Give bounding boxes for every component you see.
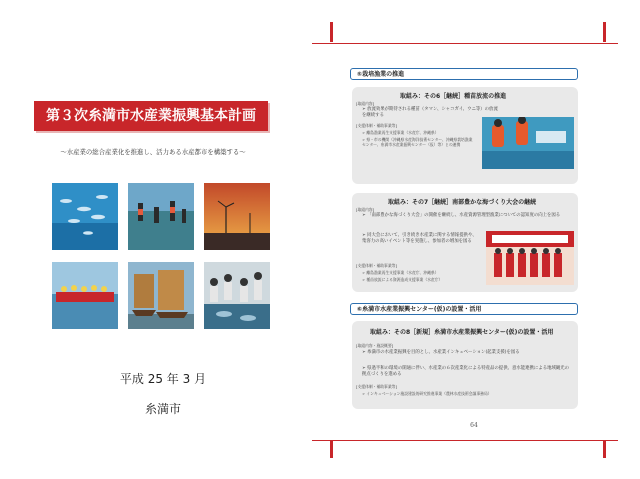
- page-number: 64: [470, 422, 478, 429]
- content-item: ➢ 県過半和の環境の開通に伴い、水産業の６次産業化による特産品の提供、意水能連携による地域観光の拠点づくりを進める: [362, 366, 572, 378]
- section-heading-6: ⑥糸満市水産業振興センター(仮)の設置・活用: [350, 303, 578, 315]
- section-heading-5: ⑤栽培漁業の推進: [350, 68, 578, 80]
- photo-seed-release: [482, 117, 574, 169]
- support-item: ➢ 県・市の機関（沖縄県水産海洋技術センター、沖縄県栽培漁業センター、糸満市水産業振興センター（仮）等）との連携: [362, 137, 474, 148]
- photo-dragon-boat: [52, 262, 118, 329]
- footer-bar-left: [330, 440, 333, 458]
- support-item: ➢ 離島漁業再生支援事業（水産庁、沖縄県）: [362, 270, 486, 275]
- content-label: [取組内容・施設概要]: [356, 343, 394, 348]
- support-label: [支援体制・補助事業等]: [356, 263, 397, 268]
- support-label: [支援体制・補助事業等]: [356, 384, 397, 389]
- support-item: ➢ 種苗放流による資源造成支援事業（水産庁）: [362, 277, 486, 282]
- photo-children-shore: [128, 183, 194, 250]
- panel-initiative-7: [352, 193, 578, 292]
- header-bar-right: [603, 22, 606, 42]
- content-item: ➢ 同大会において、引き続き水産業に関する情報提供や、集客力の高いイベント等を実施し、参加者の増加を図る: [362, 233, 480, 245]
- support-label: [支援体制・補助事業等]: [356, 123, 397, 128]
- header-rule: [312, 43, 618, 44]
- footer-rule: [312, 440, 618, 441]
- photo-sunset-windmill: [204, 183, 270, 250]
- panel-title: 取組み：その7［継続］南部豊かな海づくり大会の継続: [388, 199, 537, 206]
- cover-city: 糸満市: [144, 402, 181, 416]
- cover-date: 平成 25 年 3 月: [119, 372, 207, 386]
- content-text: ➢ 放流効果が期待される種苗（タマン、シャコガイ、ウニ等）の放流を継続する: [362, 107, 502, 119]
- photo-sail-boats: [128, 262, 194, 329]
- panel-title: 取組み：その8［新規］糸満市水産業振興センター(仮)の設置・活用: [370, 329, 554, 336]
- photo-festival-event: [486, 231, 574, 285]
- header-bar-left: [330, 22, 333, 42]
- content-item: ➢ 糸満市の水産業振興を目的とし、水産業インキュベーション(起業支援)を図る: [362, 350, 572, 356]
- photo-fish-market: [204, 262, 270, 329]
- cover-subtitle: ～水産業の総合産業化を推進し、活力ある水産都市を構築する～: [60, 148, 246, 156]
- photo-fish-underwater: [52, 183, 118, 250]
- support-item: ➢ インキュベーション施設建設的研究推進事業（農林水産技術会議事務局）: [362, 391, 572, 396]
- content-label: [取組内容]: [356, 101, 375, 106]
- panel-title: 取組み：その6［継続］種苗放流の推進: [400, 93, 507, 100]
- panel-initiative-6: [352, 87, 578, 184]
- footer-bar-right: [603, 440, 606, 458]
- content-label: [取組内容]: [356, 207, 375, 212]
- cover-title: 第３次糸満市水産業振興基本計画: [34, 101, 268, 131]
- content-item: ➢ 「南部豊かな海づくり大会」の開催を継続し、水産資源管理型漁業についての認知度の向上を図る: [362, 213, 572, 219]
- panel-initiative-8: [352, 321, 578, 409]
- support-item: ➢ 離島漁業再生支援事業（水産庁、沖縄県）: [362, 130, 482, 135]
